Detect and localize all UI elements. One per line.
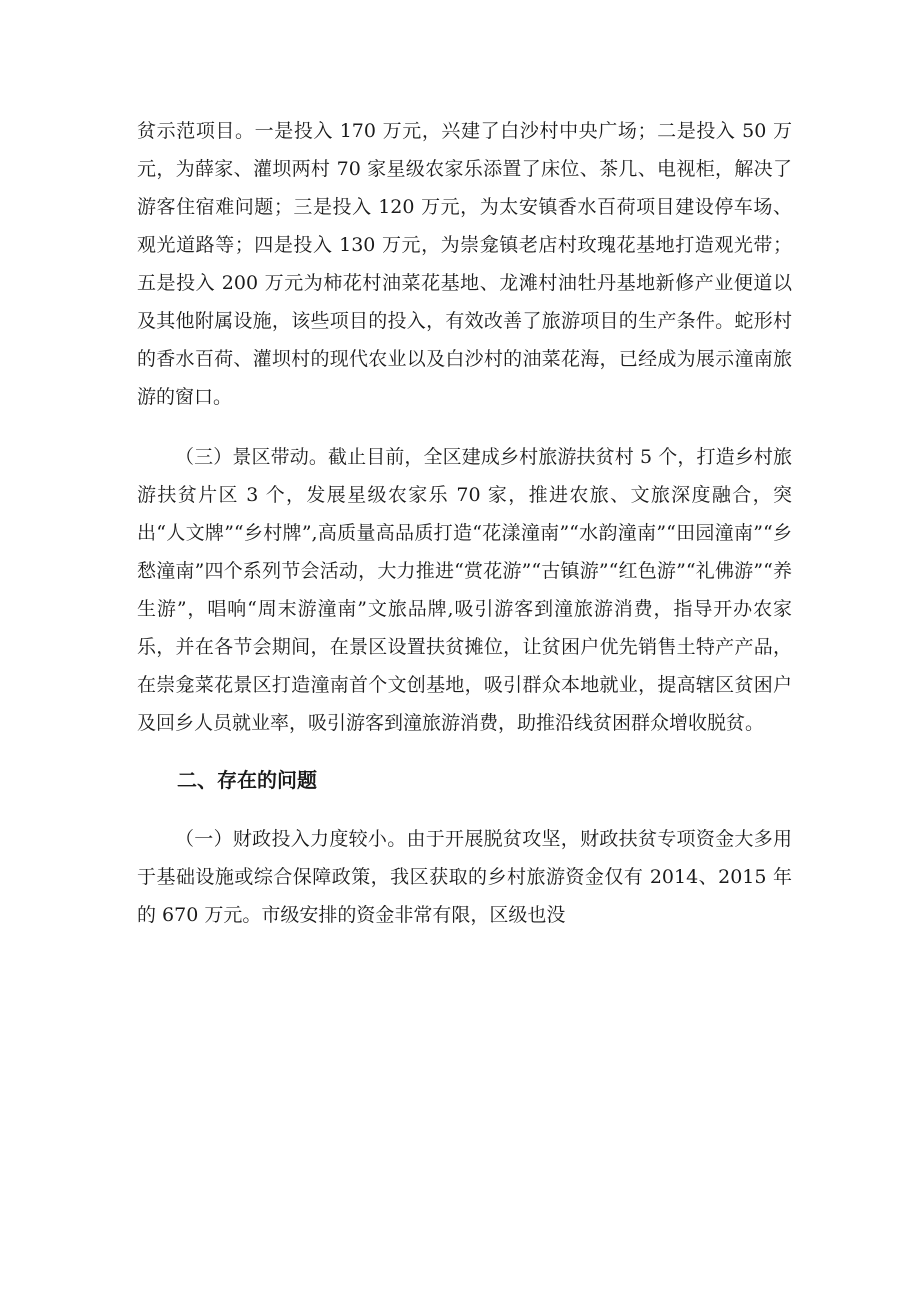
paragraph-financial-investment: （一）财政投入力度较小。由于开展脱贫攻坚，财政扶贫专项资金大多用于基础设施或综合保障政策，我区获取的乡村旅游资金仅有 2014、2015 年的 670 万元。市级安排的资金非常有限，区级也没 [137,828,792,926]
paragraph-scenic-area-driven: （三）景区带动。截止目前，全区建成乡村旅游扶贫村 5 个，打造乡村旅游扶贫片区 3 个，发展星级农家乐 70 家，推进农旅、文旅深度融合，突出“人文牌”“乡村牌”,高质量高品质打造“花漾潼南”“水韵潼南”“田园潼南”“乡愁潼南”四个系列节会活动，大力推进“赏花游”“古镇游”“红色游”“礼佛游”“养生游”，唱响“周末游潼南”文旅品牌,吸引游客到潼旅游消费，指导开办农家乐，并在各节会期间，在景区设置扶贫摊位，让贫困户优先销售土特产产品，在崇龛菜花景区打造潼南首个文创基地，吸引群众本地就业，提高辖区贫困户及回乡人员就业率，吸引游客到潼旅游消费，助推沿线贫困群众增收脱贫。 [137,446,792,734]
paragraph-investment-projects: 贫示范项目。一是投入 170 万元，兴建了白沙村中央广场；二是投入 50 万元，为薛家、灌坝两村 70 家星级农家乐添置了床位、茶几、电视柜，解决了游客住宿难问题；三是投入 120 万元，为太安镇香水百荷项目建设停车场、观光道路等；四是投入 130 万元，为崇龛镇老店村玫瑰花基地打造观光带；五是投入 200 万元为柿花村油菜花基地、龙滩村油牡丹基地新修产业便道以及其他附属设施，该些项目的投入，有效改善了旅游项目的生产条件。蛇形村的香水百荷、灌坝村的现代农业以及白沙村的油菜花海，已经成为展示潼南旅游的窗口。 [137,120,792,408]
document-body [137,112,792,934]
section-heading-existing-problems: 二、存在的问题 [177,768,317,792]
